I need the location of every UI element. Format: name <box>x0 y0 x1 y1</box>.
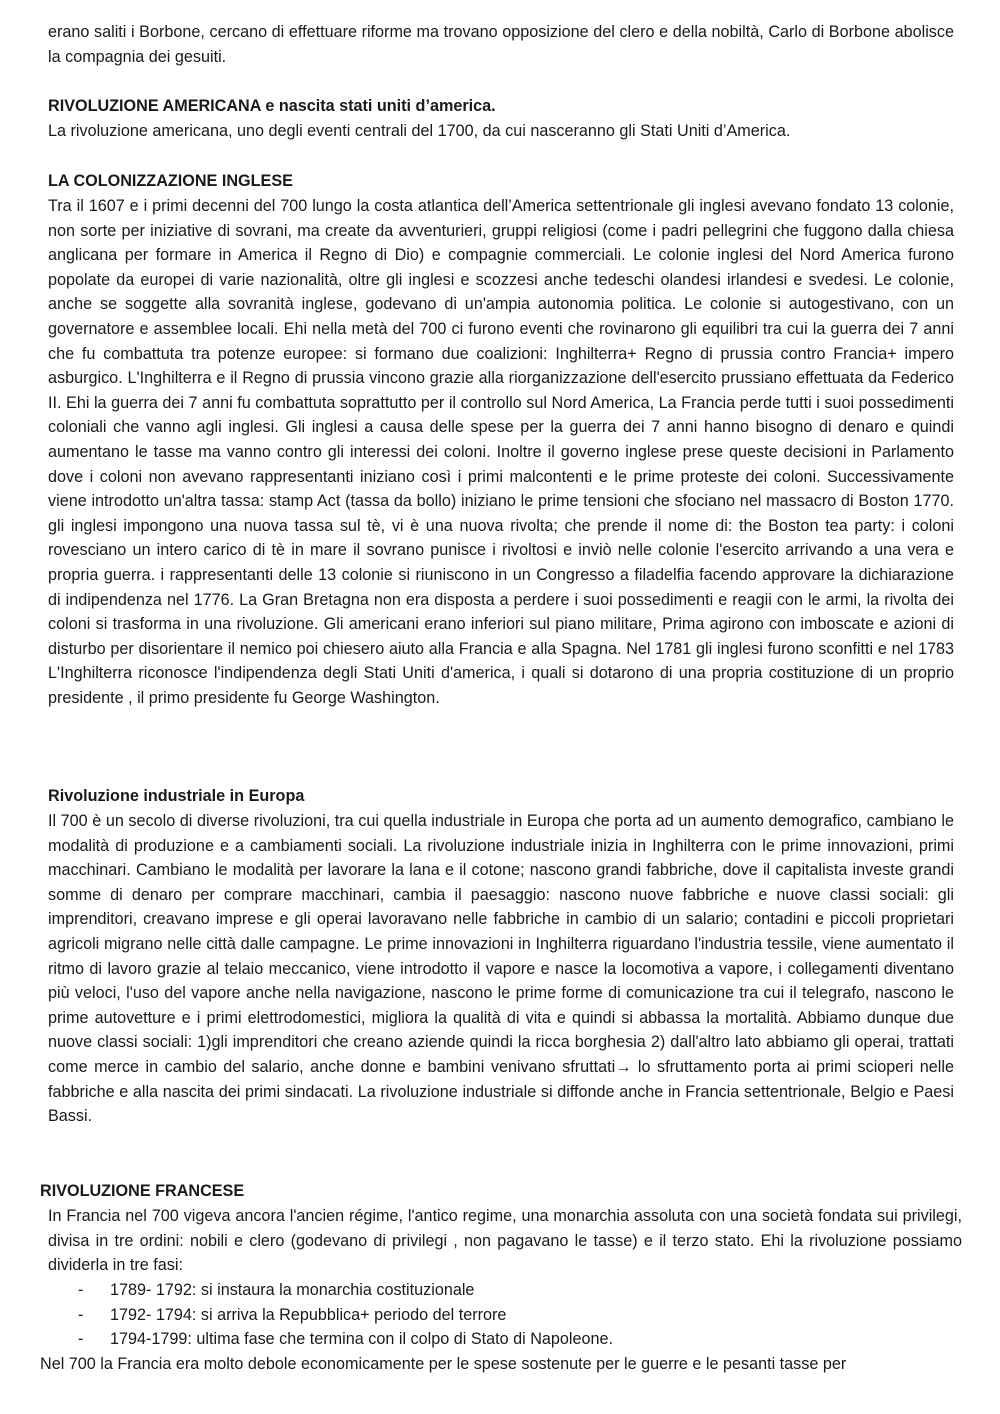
french-revolution-closing-line: Nel 700 la Francia era molto debole economicamente per le spese sostenute per le guerre e le pesanti tasse per <box>40 1355 847 1373</box>
american-revolution-heading: RIVOLUZIONE AMERICANA e nascita stati uniti d’america. <box>48 97 496 115</box>
industrial-text-after-arrow: lo sfruttamento porta ai primi scioperi nelle fabbriche e alla nascita dei primi sindacati. La rivoluzione industriale si diffonde anche in Francia settentrionale, Belgio e Paesi Bassi. <box>48 1057 954 1126</box>
american-revolution-paragraph: La rivoluzione americana, uno degli eventi centrali del 1700, da cui nasceranno gli Stati Uniti d’America. <box>48 122 791 140</box>
french-revolution-paragraph: In Francia nel 700 vigeva ancora l'ancien régime, l'antico regime, una monarchia assoluta con una società fondata sui privilegi, divisa in tre ordini: nobili e clero (godevano di privilegi , non pagavano le tasse) e il terzo stato. Ehi la rivoluzione possiamo dividerla in tre fasi: <box>48 1207 962 1275</box>
industrial-revolution-heading: Rivoluzione industriale in Europa <box>48 787 305 805</box>
list-item: - 1792- 1794: si arriva la Repubblica+ periodo del terrore <box>78 1305 507 1324</box>
list-item: - 1789- 1792: si instaura la monarchia costituzionale <box>78 1281 475 1299</box>
english-colonization-paragraph: Tra il 1607 e i primi decenni del 700 lungo la costa atlantica dell’America settentrionale gli inglesi avevano fondato 13 colonie, non sorte per iniziative di sovrani, ma create da avventurieri, gruppi religiosi (come i padri pellegrini che fuggono dalla chiesa anglicana per formare in America il Regno di Dio) e compagnie commerciali. Le colonie inglesi del Nord America furono popolate da europei di varie nazionalità, oltre gli inglesi e scozzesi anche tedeschi olandesi irlandesi e svedesi. Le colonie, anche se soggette alla sovranità inglese, godevano di un'ampia autonomia politica. Le colonie si autogestivano, con un governatore e assemblee locali. Ehi nella metà del 700 ci furono eventi che rovinarono gli equilibri tra cui la guerra dei 7 anni che fu combattuta tra potenze europee: si formano due coalizioni: Inghilterra+ Regno di prussia contro Francia+ impero asburgico. L'Inghilterra e il Regno di prussia vincono grazie alla riorganizzazione dell'esercito prussiano effettuata da Federico II. Ehi la guerra dei 7 anni fu combattuta soprattutto per il controllo sul Nord America, La Francia perde tutti i suoi possedimenti coloniali che vanno agli inglesi. Gli inglesi a causa delle spese per la guerra dei 7 anni hanno bisogno di denaro e quindi aumentano le tasse ma vanno contro gli interessi dei coloni. Inoltre il governo inglese prese queste decisioni in Parlamento dove i coloni non avevano rappresentanti iniziano così i primi malcontenti e le prime proteste dei coloni. Successivamente viene introdotto un'altra tassa: stamp Act (tassa da bollo) iniziano le prime tensioni che sfociano nel massacro di Boston 1770. gli inglesi impongono una nuova tassa sul tè, vi è una nuova rivolta; che prende il nome di: the Boston tea party: i coloni rovesciano un intero carico di tè in mare il sovrano punisce i rivoltosi e inviò nelle colonie l'esercito arrivando a una vera e propria guerra. i rappresentanti delle 13 colonie si riuniscono in un Congresso a filadelfia facendo approvare la dichiarazione di indipendenza nel 1776. La Gran Bretagna non era disposta a perdere i suoi possedimenti e reagii con le armi, la rivolta dei coloni si trasforma in una rivoluzione. Gli americani erano inferiori sul piano militare, Prima agirono con imboscate e azioni di disturbo per disorientare il nemico poi chiesero aiuto alla Francia e alla Spagna. Nel 1781 gli inglesi furono sconfitti e nel 1783 L'Inghilterra riconosce l'indipendenza degli Stati Uniti d'america, i quali si dotarono di una propria costituzione di un proprio presidente , il primo presidente fu George Washington. <box>48 197 954 707</box>
intro-paragraph: erano saliti i Borbone, cercano di effettuare riforme ma trovano opposizione del clero e della nobiltà, Carlo di Borbone abolisce la compagnia dei gesuiti. <box>48 23 954 66</box>
french-revolution-phases-list <box>48 1278 954 1352</box>
list-item: - 1794-1799: ultima fase che termina con il colpo di Stato di Napoleone. <box>78 1330 614 1349</box>
industrial-text-before-arrow: Il 700 è un secolo di diverse rivoluzioni, tra cui quella industriale in Europa che porta ad un aumento demografico, cambiano le modalità di produzione e a cambiamenti sociali. La rivoluzione industriale inizia in Inghilterra con le prime innovazioni, primi macchinari. Cambiano le modalità per lavorare la lana e il cotone; nascono grandi fabbriche, dove il capitalista investe grandi somme di denaro per comprare macchinari, cambia il paesaggio: nascono nuove fabbriche e nuove classi sociali: gli imprenditori, creavano imprese e gli operai lavoravano nelle fabbriche in cambio di un salario; contadini e piccoli proprietari agricoli migrano nelle città dalle campagne. Le prime innovazioni in Inghilterra riguardano l'industria tessile, viene aumentato il ritmo di lavoro grazie al telaio meccanico, viene introdotto il vapore e nasce la locomotiva a vapore, i collegamenti diventano più veloci, l'uso del vapore anche nella navigazione, nascono le prime forme di comunicazione tra cui il telegrafo, nascono le prime autovetture e i primi elettrodomestici, migliora la qualità di vita e quindi si abbassa la mortalità. Abbiamo dunque due nuove classi sociali: 1)gli imprenditori che creano aziende quindi la ricca borghesia 2) dall'altro lato abbiamo gli operai, trattati come merce in cambio del salario, anche donne e bambini venivano sfruttati <box>48 812 954 1076</box>
french-revolution-heading: RIVOLUZIONE FRANCESE <box>40 1182 245 1200</box>
english-colonization-heading: LA COLONIZZAZIONE INGLESE <box>48 172 293 190</box>
industrial-revolution-paragraph <box>48 809 954 1129</box>
right-arrow-icon: → <box>615 1057 632 1076</box>
